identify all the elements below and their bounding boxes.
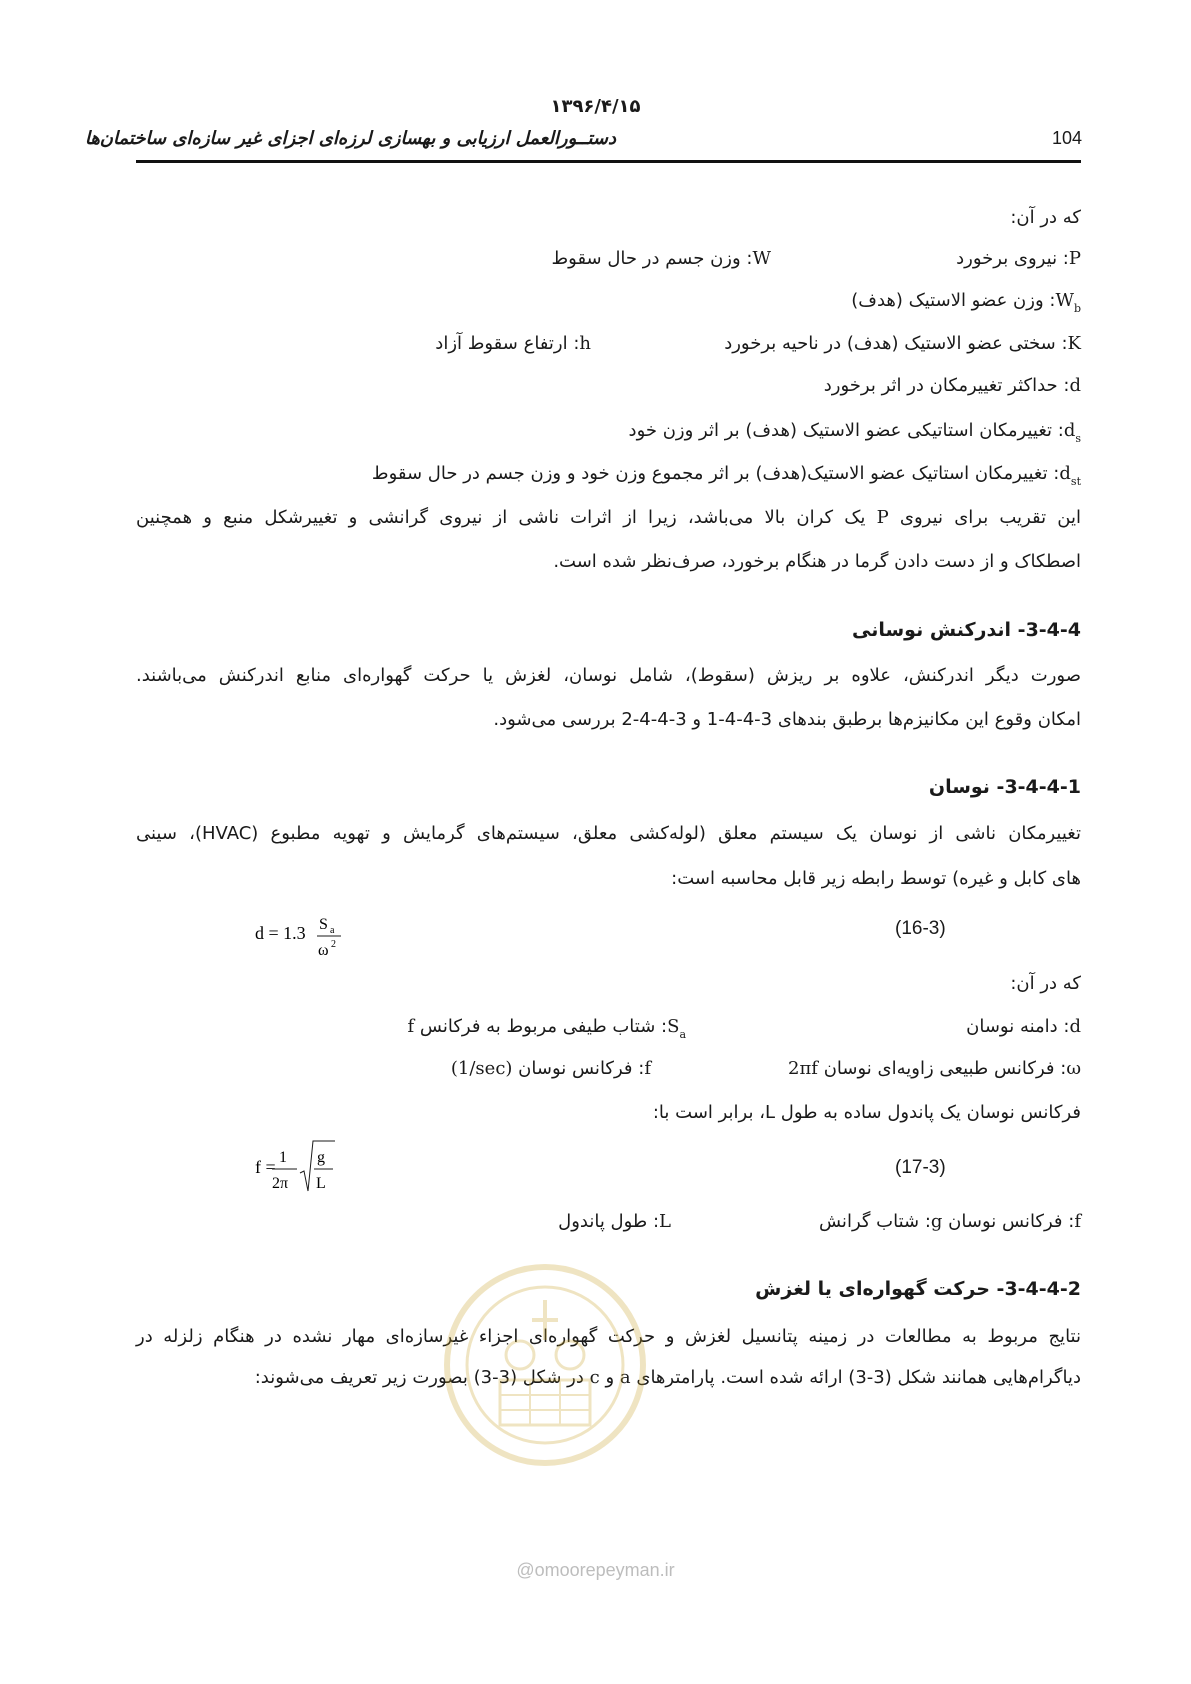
equation-number-17-3: (17-3) [895, 1157, 946, 1178]
def-dst-text: : تغییرمکان استاتیک عضو الاستیک(هدف) بر اثر مجموع وزن خود و وزن جسم در حال سقوط [371, 463, 1060, 484]
header-date: ۱۳۹۶/۴/۱۵ [550, 96, 641, 117]
def2-omega-symbol: ω [1066, 1058, 1081, 1079]
def-h [435, 331, 591, 357]
def-w-text: : وزن جسم در حال سقوط [551, 248, 753, 269]
header-title: دستــورالعمل ارزیابی و بهسازی لرزه‌ای اجزای غیر سازه‌ای ساختمان‌ها [84, 128, 616, 149]
def-wb-symbol: $W_b$ [1055, 290, 1081, 315]
sec2-line2: های کابل و غیره) توسط رابطه زیر قابل محاسبه است: [671, 868, 1081, 889]
page-number: 104 [1052, 128, 1083, 148]
sec1-line2: امکان وقوع این مکانیزم‌ها برطبق بندهای 3-4-4-1 و 3-4-4-2 بررسی می‌شود. [493, 709, 1081, 730]
def-ds [629, 418, 1081, 446]
def2-f-symbol: f [644, 1058, 651, 1079]
def2-omega-value: 2πf [788, 1058, 818, 1079]
eq16-numerator-sub: a [330, 925, 335, 936]
section-heading-3-4-4-2: 3-4-4-2- حرکت گهواره‌ای یا لغزش [755, 1278, 1081, 1300]
def-dst-symbol: $d_{st}$ [1059, 463, 1081, 488]
def2-d [966, 1014, 1081, 1040]
watermark-text: @omoorepeyman.ir [516, 1560, 675, 1580]
sec2-line1: تغییرمکان ناشی از نوسان یک سیستم معلق (لوله‌کشی معلق، سیستم‌های گرمایش و تهویه مطبوع (HVAC)، سینی [136, 823, 1081, 844]
def2-d-text: : دامنه نوسان [966, 1016, 1070, 1037]
sec3-line1: نتایج مربوط به مطالعات در زمینه پتانسیل لغزش و حرکت گهواره‌ای اجزاء غیرسازه‌ای مهار نشده در هنگام زلزله در [136, 1326, 1081, 1347]
def3-l-text: : طول پاندول [558, 1211, 660, 1232]
def-k-symbol: K [1067, 333, 1081, 354]
para1-line1: این تقریب برای نیروی P یک کران بالا می‌باشد، زیرا از اثرات ناشی از نیروی گرانشی و تغییرشکل منبع و همچنین [136, 507, 1081, 528]
eq16-lhs: d = 1.3 [255, 923, 306, 943]
def2-sa-text: : شتاب طیفی مربوط به فرکانس [419, 1016, 668, 1037]
equation-16-3-svg [255, 905, 365, 963]
eq17-denominator: 2π [272, 1175, 289, 1192]
def2-sa-symbol: $S_a$ [667, 1016, 686, 1041]
def-dst [372, 461, 1081, 489]
equation-17-3 [255, 1135, 365, 1202]
def3-g-symbol: g [930, 1211, 943, 1232]
def2-omega [788, 1056, 1081, 1082]
def2-sa-f: f [407, 1016, 415, 1037]
def-ds-symbol: $d_s$ [1063, 420, 1081, 445]
watermark-stamp-logo [440, 1260, 650, 1470]
defs1-intro: که در آن: [1010, 207, 1081, 228]
def-d-text: : حداکثر تغییرمکان در اثر برخورد [823, 375, 1070, 396]
def2-omega-text: : فرکانس طبیعی زاویه‌ای نوسان [823, 1058, 1067, 1079]
equation-number-16-3: (16-3) [895, 918, 946, 939]
sec3-line2: دیاگرام‌هایی همانند شکل (3-3) ارائه شده است. پارامترهای a و c در شکل (3-3) بصورت زیر تعریف می‌شوند: [254, 1367, 1081, 1388]
pendulum-text: فرکانس نوسان یک پاندول ساده به طول L، برابر است با: [652, 1102, 1081, 1123]
eq17-root-numerator: g [317, 1149, 325, 1166]
def2-sa [407, 1014, 686, 1042]
def2-f-text: : فرکانس نوسان [518, 1058, 645, 1079]
header-rule [136, 160, 1081, 163]
def-w [552, 246, 772, 272]
def-d [824, 373, 1081, 399]
def-p [956, 246, 1081, 272]
def-wb-text: : وزن عضو الاستیک (هدف) [851, 290, 1056, 311]
def-wb [851, 288, 1081, 316]
def-d-symbol: d [1069, 375, 1081, 396]
eq16-denominator-sup: 2 [331, 939, 336, 950]
equation-17-3-svg [255, 1135, 365, 1197]
def3-l [558, 1209, 671, 1235]
def-w-symbol: W [752, 248, 771, 269]
def-ds-text: : تغییرمکان استاتیکی عضو الاستیک (هدف) بر اثر وزن خود [628, 420, 1064, 441]
def-p-text: : نیروی برخورد [956, 248, 1069, 269]
eq17-lhs: f = [255, 1157, 276, 1177]
eq17-numerator: 1 [279, 1149, 287, 1166]
eq17-root-denominator: L [316, 1175, 326, 1192]
def2-d-symbol: d [1069, 1016, 1081, 1037]
def3-l-symbol: L [659, 1211, 671, 1232]
def2-f-unit: (1/sec) [450, 1058, 513, 1079]
def-k [724, 331, 1081, 357]
def2-f [451, 1056, 651, 1082]
defs2-intro: که در آن: [1010, 973, 1081, 994]
eq16-denominator: ω [318, 942, 329, 959]
def3-g-text: : شتاب گرانش [818, 1211, 931, 1232]
def-k-text: : سختی عضو الاستیک (هدف) در ناحیه برخورد [724, 333, 1068, 354]
equation-16-3 [255, 905, 365, 968]
def3-f [819, 1209, 1081, 1235]
def3-f-symbol: f [1074, 1211, 1081, 1232]
section-heading-3-4-4: 3-4-4- اندرکنش نوسانی [852, 619, 1081, 641]
eq16-numerator: S [319, 916, 328, 933]
para1-line2: اصطکاک و از دست دادن گرما در هنگام برخورد، صرف‌نظر شده است. [553, 551, 1081, 572]
def-h-text: : ارتفاع سقوط آزاد [435, 333, 580, 354]
def-h-symbol: h [579, 333, 591, 354]
section-heading-3-4-4-1: 3-4-4-1- نوسان [928, 776, 1081, 798]
def-p-symbol: P [1068, 248, 1081, 269]
def3-f-text: : فرکانس نوسان [948, 1211, 1075, 1232]
sec1-line1: صورت دیگر اندرکنش، علاوه بر ریزش (سقوط)، شامل نوسان، لغزش یا حرکت گهواره‌ای منابع اندرکنش می‌باشند. [136, 665, 1081, 686]
